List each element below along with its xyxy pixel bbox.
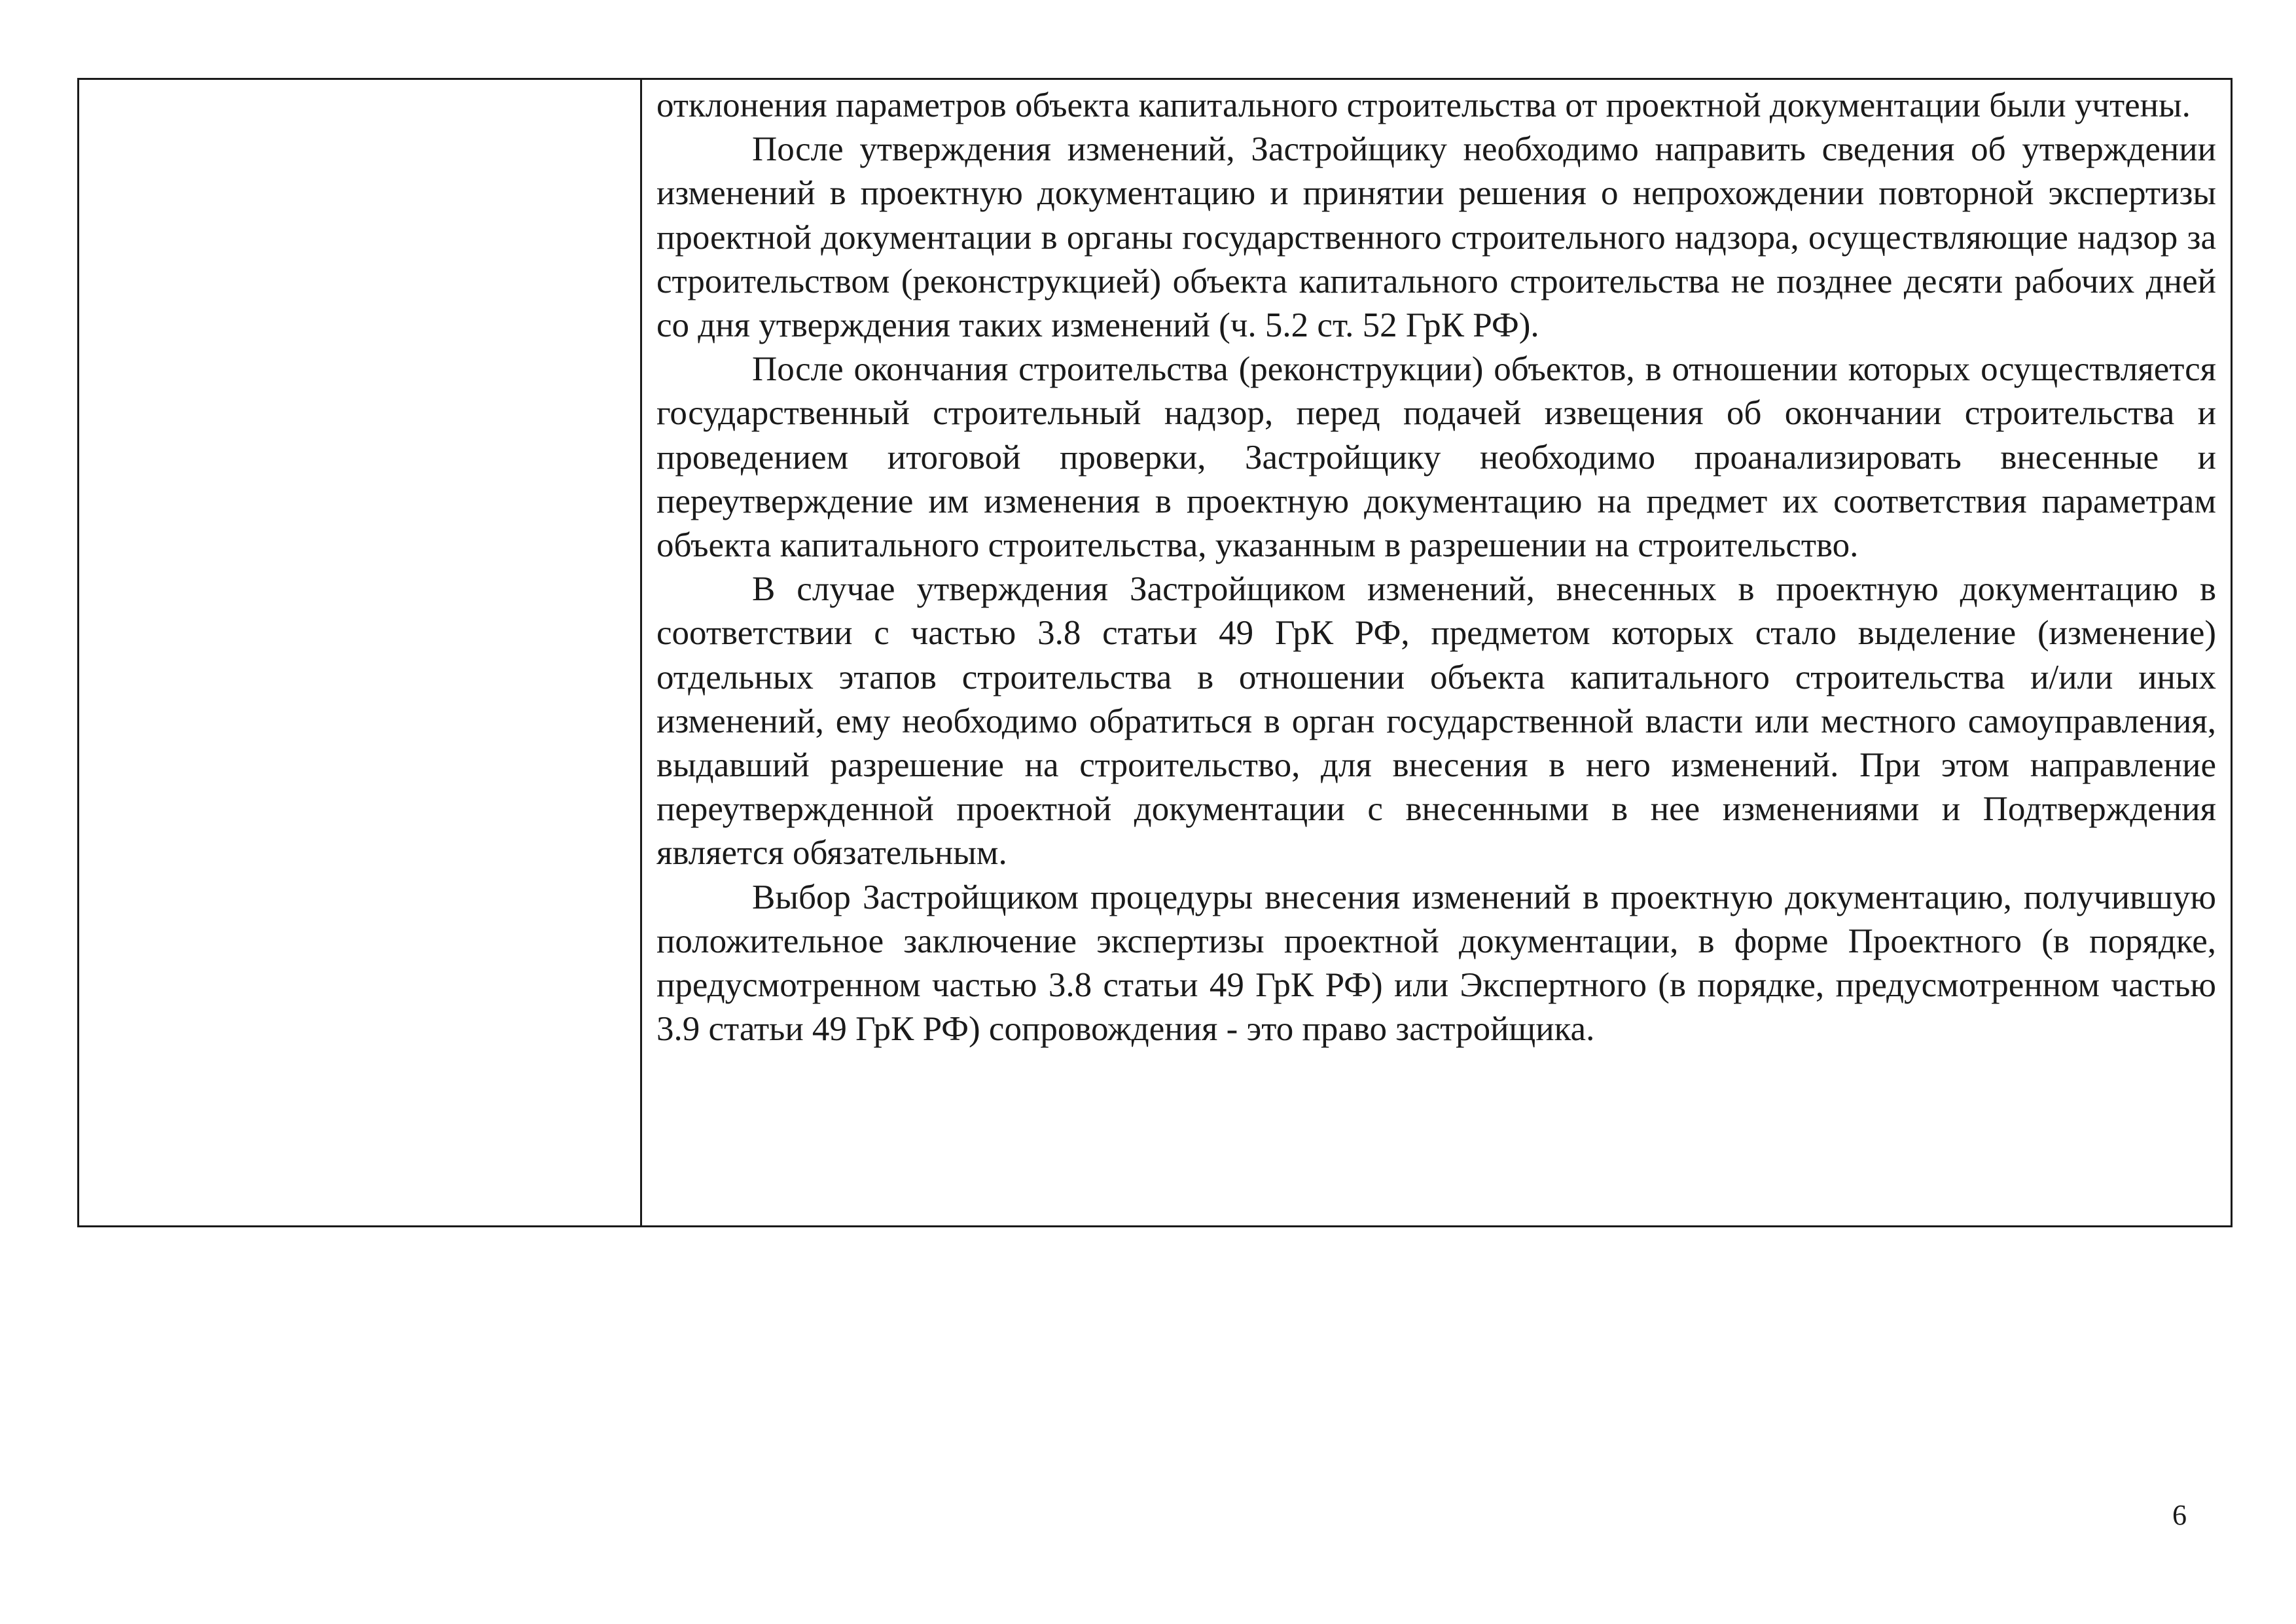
table-cell-right xyxy=(642,80,2231,1225)
paragraph-procedure-choice: Выбор Застройщиком процедуры внесения изменений в проектную документацию, получившую положительное заключение экспертизы проектной документации, в форме Проектного (в порядке, предусмотренном частью 3.8 статьи 49 ГрК РФ) или Экспертного (в порядке, предусмотренном частью 3.9 статьи 49 ГрК РФ) сопровождения - это право застройщика. xyxy=(656,878,2216,1049)
paragraph-notification-requirement: После утверждения изменений, Застройщику необходимо направить сведения об утверждении изменений в проектную документацию и принятии решения о непрохождении повторной экспертизы проектной документации в органы государственного строительного надзора, осуществляющие надзор за строительством (реконструкцией) объекта капитального строительства не позднее десяти рабочих дней со дня утверждения таких изменений (ч. 5.2 ст. 52 ГрК РФ). xyxy=(656,130,2216,345)
document-table xyxy=(77,78,2233,1227)
paragraph-continuation: отклонения параметров объекта капитального строительства от проектной документации были учтены. xyxy=(656,86,2191,124)
paragraph-permit-changes: В случае утверждения Застройщиком изменений, внесенных в проектную документацию в соответствии с частью 3.8 статьи 49 ГрК РФ, предметом которых стало выделение (изменение) отдельных этапов строительства в отношении объекта капитального строительства и/или иных изменений, ему необходимо обратиться в орган государственной власти или местного самоуправления, выдавший разрешение на строительство, для внесения в него изменений. При этом направление переутвержденной проектной документации с внесенными в нее изменениями и Подтверждения является обязательным. xyxy=(656,570,2216,873)
table-cell-left xyxy=(79,80,642,1225)
page-number: 6 xyxy=(2172,1499,2187,1531)
paragraph-completion-analysis: После окончания строительства (реконструкции) объектов, в отношении которых осуществляется государственный строительный надзор, перед подачей извещения об окончании строительства и проведением итоговой проверки, Застройщику необходимо проанализировать внесенные и переутверждение им изменения в проектную документацию на предмет их соответствия параметрам объекта капитального строительства, указанным в разрешении на строительство. xyxy=(656,350,2216,565)
